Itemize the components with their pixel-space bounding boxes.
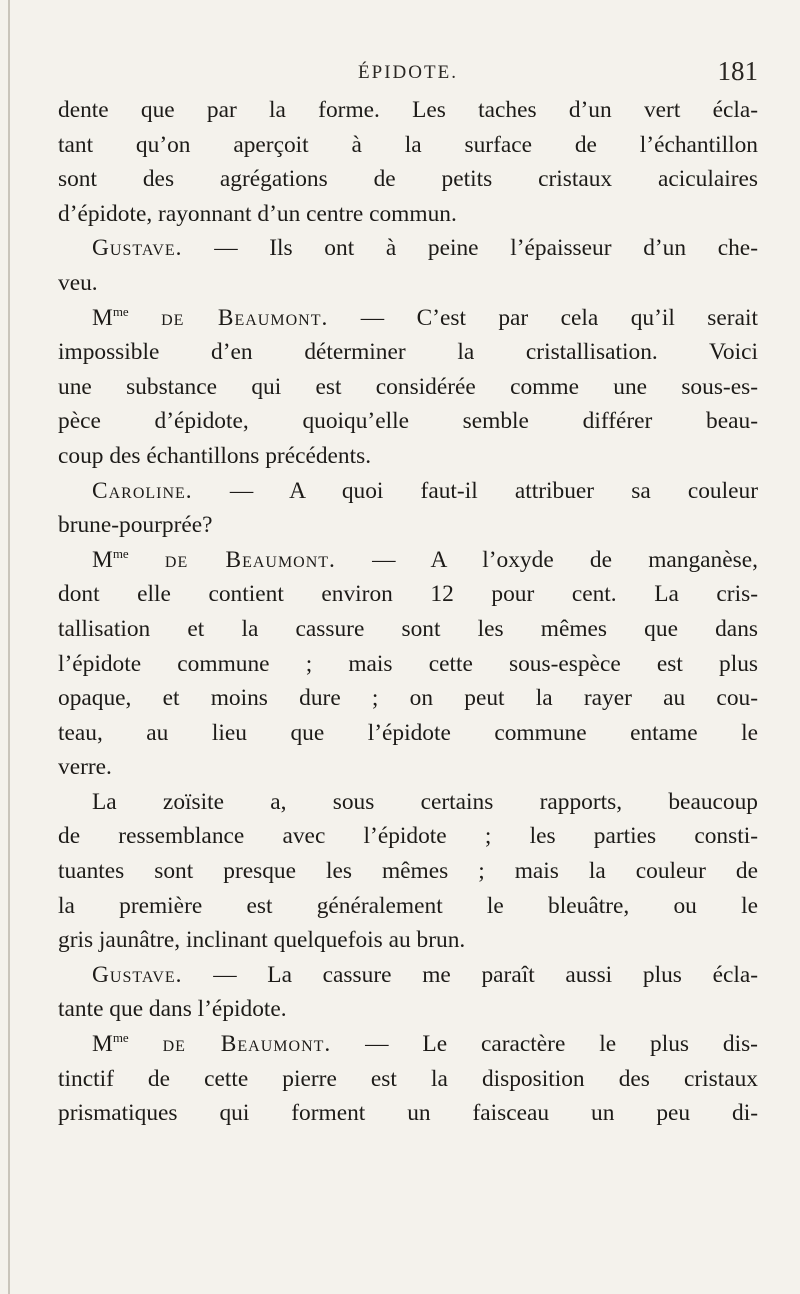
page-number: 181 — [717, 56, 758, 86]
speaker-name: Gustave. — [92, 961, 183, 988]
body-text — [58, 93, 758, 1131]
dialogue-text: — A l’oxyde de manganèse, — [372, 546, 758, 573]
text-line: gris jaunâtre, inclinant quelquefois au brun. — [58, 927, 466, 954]
text-line: dente que par la forme. Les taches d’un vert écla- — [58, 97, 758, 123]
text-line: l’épidote commune ; mais cette sous-espèce est plus — [58, 650, 758, 677]
dialogue-text: — A quoi faut-il attribuer sa couleur — [229, 477, 758, 504]
speaker-name: $M^{me}$ de Beaumont. — [92, 545, 336, 573]
text-line: pèce d’épidote, quoiqu’elle semble différer beau- — [58, 408, 758, 435]
text-line — [58, 474, 758, 509]
text-line: prismatiques qui forment un faisceau un peu di- — [58, 1100, 758, 1127]
text-line: d’épidote, rayonnant d’un centre commun. — [58, 200, 457, 227]
text-line: teau, au lieu que l’épidote commune entame le — [58, 719, 758, 746]
text-line: dont elle contient environ 12 pour cent. La cris- — [58, 581, 758, 608]
text-line: La zoïsite a, sous certains rapports, beaucoup — [92, 788, 758, 815]
speaker-name: $M^{me}$ de Beaumont. — [92, 303, 329, 331]
dialogue-text: — La cassure me paraît aussi plus écla- — [213, 961, 758, 988]
text-line: tuantes sont presque les mêmes ; mais la couleur de — [58, 858, 758, 885]
text-line: tinctif de cette pierre est la disposition des cristaux — [58, 1065, 758, 1092]
text-line: impossible d’en déterminer la cristallisation. Voici — [58, 339, 758, 366]
text-line: une substance qui est considérée comme une sous-es- — [58, 373, 758, 400]
text-line: veu. — [58, 269, 98, 296]
text-line: tante que dans l’épidote. — [58, 996, 287, 1023]
page-edge-shadow — [8, 0, 10, 1294]
text-line — [58, 231, 758, 266]
text-line: verre. — [58, 754, 112, 781]
page-header — [58, 56, 758, 96]
speaker-name: Caroline. — [92, 477, 193, 504]
dialogue-text: — C’est par cela qu’il serait — [360, 304, 758, 331]
speaker-name: $M^{me}$ de Beaumont. — [92, 1030, 332, 1058]
text-line — [58, 958, 758, 993]
speaker-name: Gustave. — [92, 235, 183, 262]
text-line — [58, 543, 758, 578]
text-line: la première est généralement le bleuâtre, ou le — [58, 892, 758, 919]
text-line: opaque, et moins dure ; on peut la rayer au cou- — [58, 685, 758, 712]
text-line — [58, 301, 758, 336]
dialogue-text: — Ils ont à peine l’épaisseur d’un che- — [214, 235, 758, 262]
text-line — [58, 1027, 758, 1062]
text-line: sont des agrégations de petits cristaux aciculaires — [58, 166, 758, 193]
dialogue-text: — Le caractère le plus dis- — [365, 1031, 758, 1058]
text-line: brune-pourprée? — [58, 512, 213, 539]
text-line: tallisation et la cassure sont les mêmes que dans — [58, 615, 758, 642]
text-line: tant qu’on aperçoit à la surface de l’échantillon — [58, 131, 758, 158]
text-line: coup des échantillons précédents. — [58, 442, 372, 469]
text-line: de ressemblance avec l’épidote ; les parties consti- — [58, 823, 758, 850]
running-title: ÉPIDOTE. — [358, 62, 458, 83]
